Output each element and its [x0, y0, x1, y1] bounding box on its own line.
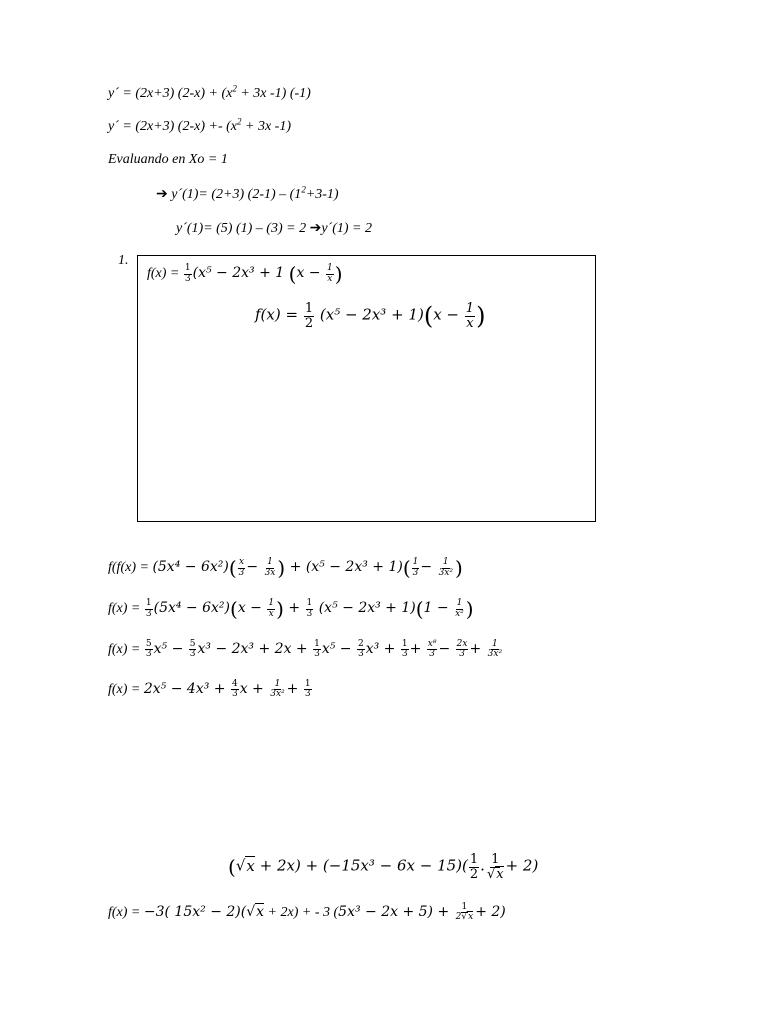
item-number: 1.	[118, 253, 129, 268]
text: y´(1)= (2+3) (2-1) – (1	[167, 187, 302, 202]
math: x	[256, 904, 265, 921]
text: + 3x -1)	[241, 119, 291, 134]
text: y´ = (2x+3) (2-x) + (x	[108, 86, 233, 101]
arrow-icon: ➔	[156, 186, 168, 202]
math: + 2x) + (−15x³ − 6x − 15)(	[254, 856, 468, 875]
arrow-icon: ➔	[309, 220, 322, 236]
math: x −	[296, 265, 325, 282]
math: 5x³ − 2x + 5) +	[338, 904, 454, 921]
paren: (	[415, 597, 424, 621]
math: + (x⁵ − 2x³ + 1)	[285, 559, 403, 576]
math: −3( 15x² − 2)(	[143, 904, 247, 921]
math: x³ − 2x³ + 2x +	[197, 641, 313, 658]
text: + - 3 (	[298, 905, 339, 921]
fraction: $\frac{1}{\text{x²}}$	[455, 598, 464, 619]
paren: (	[230, 597, 238, 621]
fraction: $\frac{1}{\text{3x²}}$	[270, 679, 285, 700]
sqrt-symbol: √	[235, 856, 246, 875]
paren: (	[228, 556, 237, 580]
paren: )	[476, 302, 486, 331]
fraction: $\frac{1}{2}$	[469, 852, 479, 882]
text: f(f(x) =	[108, 560, 153, 576]
math: x	[246, 856, 255, 875]
sqrt-symbol: √	[486, 866, 496, 882]
math: f(x) =	[255, 305, 303, 324]
fraction: $\frac{5}{3}$	[145, 639, 152, 660]
exponent: 2	[237, 116, 242, 127]
fraction: $\frac{1}{3}$	[184, 263, 191, 284]
math: +	[286, 681, 303, 698]
line-evaluando: Evaluando en Xo = 1	[108, 152, 228, 167]
derivation-line-1	[108, 556, 463, 580]
line-derivative-2	[108, 116, 291, 135]
fraction: $\frac{1}{3x}$	[264, 557, 276, 578]
text: + 3x -1) (-1)	[236, 86, 311, 101]
fraction: $\frac{2}{3}$	[357, 639, 364, 660]
math: + 2)	[475, 904, 506, 921]
paren: )	[465, 597, 474, 621]
text: y´ = (2x+3) (2-x) +- (x	[108, 119, 237, 134]
fraction: $\frac{1}{x}$	[465, 301, 475, 331]
math: (5x⁴ − 6x²)	[152, 559, 229, 576]
math: −	[420, 559, 437, 576]
box-line-1	[147, 262, 343, 286]
math: x +	[239, 681, 269, 698]
math: (x⁵ − 2x³ + 1)	[315, 305, 424, 324]
paren: )	[455, 556, 463, 580]
exponent: 2	[232, 83, 237, 94]
fraction: $\frac{1}{3}$	[401, 639, 408, 660]
fraction: $\frac{\text{x⁸}}{3}$	[427, 639, 437, 660]
text: + 2x)	[264, 905, 299, 921]
paren: (	[228, 855, 236, 880]
math: +	[409, 641, 426, 658]
text: f(x) =	[108, 905, 144, 921]
fraction: $\frac{1}{3}$	[314, 639, 320, 660]
fraction: $\frac{1}{2}$	[304, 301, 314, 331]
fraction: $\frac{1}{√x}$	[486, 852, 504, 882]
math: −	[438, 641, 455, 658]
math: x −	[237, 600, 267, 617]
box-line-2	[255, 302, 485, 330]
fraction: $\frac{1}{2√x}$	[455, 902, 474, 923]
math: + 2)	[505, 856, 539, 875]
paren: (	[288, 262, 297, 286]
math: +	[283, 600, 305, 617]
paren: )	[334, 262, 343, 286]
fraction: $\frac{2x}{3}$	[456, 639, 468, 660]
fraction: $\frac{1}{3}$	[145, 598, 152, 619]
line-derivative-1	[108, 83, 311, 102]
derivation-line-4	[108, 680, 313, 700]
text: f(x) =	[108, 601, 144, 617]
fraction: $\frac{1}{\text{3x²}}$	[438, 557, 453, 578]
sqrt-symbol: √	[246, 904, 256, 921]
fraction: $\frac{4}{3}$	[231, 679, 238, 700]
math: 1 −	[423, 600, 454, 617]
fraction: $\frac{1}{\text{3x²}}$	[487, 639, 503, 660]
paren: )	[276, 597, 284, 621]
text: y´(1) = 2	[321, 221, 372, 236]
fraction: $\frac{1}{x}$	[326, 263, 333, 284]
math: (x⁵ − 2x³ + 1	[192, 265, 289, 282]
function-box	[137, 255, 596, 522]
math: (x⁵ − 2x³ + 1)	[314, 600, 416, 617]
text: y´(1)= (5) (1) – (3) = 2	[176, 221, 310, 236]
derivation-line-3	[108, 640, 504, 660]
math: +	[469, 641, 486, 658]
derivation-line-2	[108, 597, 474, 621]
paren: (	[402, 556, 411, 580]
paren: )	[277, 556, 286, 580]
text: +3-1)	[305, 187, 339, 202]
bottom-line-1	[228, 853, 538, 881]
line-evaluation-2	[176, 220, 372, 237]
text: f(x) =	[108, 682, 144, 698]
math: x −	[433, 305, 464, 324]
fraction: $\frac{x}{3}$	[238, 557, 245, 578]
math: x³ +	[365, 641, 400, 658]
fraction: $\frac{1}{x}$	[268, 598, 275, 619]
math: (5x⁴ − 6x²)	[153, 600, 230, 617]
math: .	[480, 856, 485, 875]
math: 2x⁵ − 4x³ +	[143, 681, 230, 698]
bottom-line-2	[108, 903, 506, 923]
math: x⁵ −	[153, 641, 188, 658]
text: f(x) =	[147, 266, 183, 282]
exponent: 2	[301, 184, 306, 195]
paren: (	[423, 302, 434, 331]
line-evaluation-1	[156, 186, 339, 203]
text: f(x) =	[108, 642, 144, 658]
math: −	[246, 559, 263, 576]
fraction: $\frac{1}{3}$	[304, 679, 311, 700]
math: x⁵ −	[321, 641, 356, 658]
fraction: $\frac{5}{3}$	[189, 639, 196, 660]
fraction: $\frac{1}{3}$	[412, 557, 419, 578]
fraction: $\frac{1}{3}$	[306, 598, 313, 619]
